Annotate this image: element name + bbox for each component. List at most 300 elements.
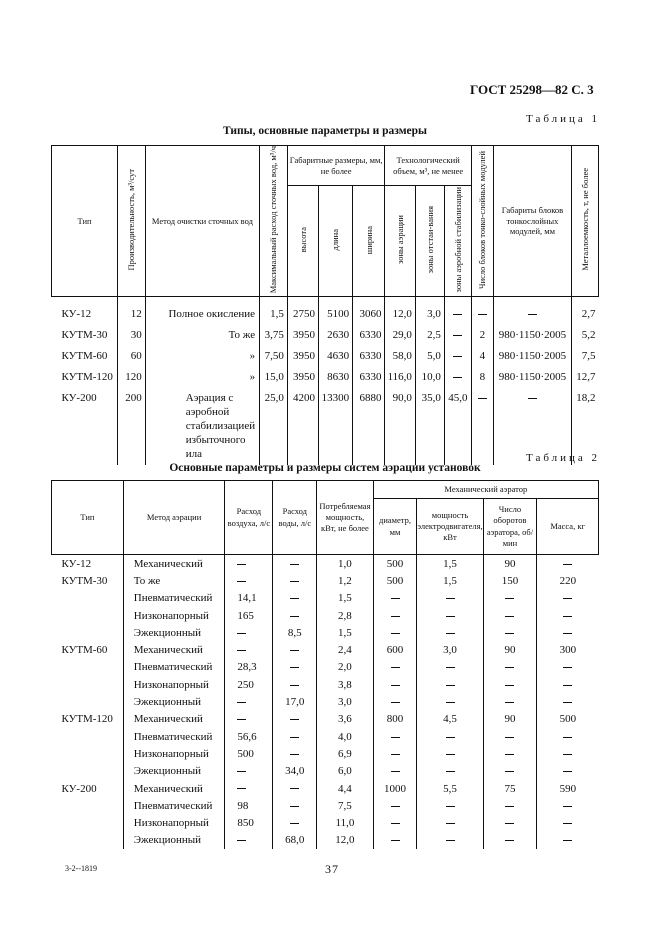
table1-row bbox=[52, 384, 599, 465]
t2-cell-rpm: 90 bbox=[483, 641, 537, 658]
t2-cell-motor bbox=[417, 763, 483, 780]
t2-cell-mass: 300 bbox=[537, 641, 599, 658]
t2-cell-mass bbox=[537, 745, 599, 762]
t1-cell-width: 6330 bbox=[353, 342, 385, 363]
t2-cell-air: 98 bbox=[225, 797, 273, 814]
t2-cell-method: Пневматический bbox=[123, 728, 225, 745]
dash-mark bbox=[237, 788, 246, 789]
t2-head-motor: мощность электродвигателя, кВт bbox=[417, 499, 483, 555]
t2-cell-method: Эжекционный bbox=[123, 832, 225, 849]
t2-head-water: Расход воды, л/с bbox=[273, 481, 317, 555]
t1-cell-block-dims bbox=[493, 296, 571, 321]
dash-mark bbox=[505, 598, 514, 599]
table2-row bbox=[52, 745, 599, 762]
t1-cell-length: 2630 bbox=[319, 321, 353, 342]
t1-cell-block-dims: 980·1150·2005 bbox=[493, 363, 571, 384]
t2-cell-mass bbox=[537, 763, 599, 780]
t2-cell-water bbox=[273, 607, 317, 624]
t2-cell-method: Механический bbox=[123, 711, 225, 728]
t1-head-blocks-count: Число блоков тонко-слойных модулей bbox=[477, 150, 488, 289]
dash-mark bbox=[391, 702, 400, 703]
t2-cell-type bbox=[52, 797, 124, 814]
dash-mark bbox=[563, 754, 572, 755]
t2-cell-type bbox=[52, 607, 124, 624]
t2-cell-method: Низконапорный bbox=[123, 607, 225, 624]
dash-mark bbox=[290, 667, 299, 668]
dash-mark bbox=[237, 633, 246, 634]
t2-cell-water bbox=[273, 728, 317, 745]
t2-cell-mass: 220 bbox=[537, 572, 599, 589]
t1-cell-blocks bbox=[471, 296, 493, 321]
t2-cell-power: 11,0 bbox=[317, 814, 373, 831]
t1-cell-stab: 45,0 bbox=[444, 384, 471, 465]
t1-cell-method: Полное окисление bbox=[145, 296, 259, 321]
t2-cell-air: 56,6 bbox=[225, 728, 273, 745]
t1-cell-max-flow: 15,0 bbox=[260, 363, 288, 384]
t1-cell-stab bbox=[444, 321, 471, 342]
t2-cell-type: КУ-12 bbox=[61, 557, 92, 570]
t2-cell-power: 7,5 bbox=[317, 797, 373, 814]
dash-mark bbox=[446, 685, 455, 686]
t2-cell-method: Механический bbox=[123, 780, 225, 797]
t2-cell-diameter: 500 bbox=[373, 555, 417, 573]
t1-cell-aeration: 12,0 bbox=[385, 296, 415, 321]
dash-mark bbox=[446, 616, 455, 617]
dash-mark bbox=[563, 598, 572, 599]
t1-cell-height: 4200 bbox=[287, 384, 318, 465]
t2-cell-water: 34,0 bbox=[273, 763, 317, 780]
t2-cell-rpm bbox=[483, 659, 537, 676]
t2-cell-power: 2,4 bbox=[317, 641, 373, 658]
page-number: 37 bbox=[325, 862, 339, 876]
dash-mark bbox=[391, 667, 400, 668]
dash-mark bbox=[505, 806, 514, 807]
t1-cell-aeration: 29,0 bbox=[385, 321, 415, 342]
t2-cell-air: 500 bbox=[225, 745, 273, 762]
t2-cell-water bbox=[273, 780, 317, 797]
dash-mark bbox=[478, 398, 487, 399]
t1-cell-blocks: 8 bbox=[471, 363, 493, 384]
t1-head-metal: Металлоемкость, т, не более bbox=[579, 168, 590, 271]
dash-mark bbox=[237, 719, 246, 720]
dash-mark bbox=[290, 564, 299, 565]
t2-cell-motor bbox=[417, 814, 483, 831]
t2-cell-diameter: 600 bbox=[373, 641, 417, 658]
table2-row bbox=[52, 676, 599, 693]
dash-mark bbox=[563, 667, 572, 668]
dash-mark bbox=[290, 581, 299, 582]
t2-cell-mass bbox=[537, 590, 599, 607]
t1-head-type: Тип bbox=[52, 146, 118, 297]
t2-cell-water bbox=[273, 641, 317, 658]
t2-cell-method: Эжекционный bbox=[123, 763, 225, 780]
table2-row bbox=[52, 590, 599, 607]
t2-cell-water bbox=[273, 814, 317, 831]
t2-cell-rpm bbox=[483, 624, 537, 641]
t1-cell-type: КУТМ-60 bbox=[61, 349, 108, 362]
t1-cell-height: 2750 bbox=[287, 296, 318, 321]
t1-head-productivity: Производительность, м³/сут bbox=[126, 168, 137, 271]
table2-row bbox=[52, 659, 599, 676]
dash-mark bbox=[237, 702, 246, 703]
t2-cell-diameter bbox=[373, 607, 417, 624]
dash-mark bbox=[290, 598, 299, 599]
t2-cell-diameter: 500 bbox=[373, 572, 417, 589]
table2-title: Основные параметры и размеры систем аэрации установок bbox=[169, 462, 481, 474]
table1-body bbox=[52, 296, 599, 465]
dash-mark bbox=[505, 840, 514, 841]
t1-cell-block-dims: 980·1150·2005 bbox=[493, 321, 571, 342]
t2-cell-rpm bbox=[483, 763, 537, 780]
dash-mark bbox=[391, 771, 400, 772]
t1-cell-width: 3060 bbox=[353, 296, 385, 321]
dash-mark bbox=[446, 633, 455, 634]
t2-cell-type bbox=[52, 832, 124, 849]
t2-cell-method: То же bbox=[123, 572, 225, 589]
dash-mark bbox=[505, 823, 514, 824]
dash-mark bbox=[446, 667, 455, 668]
t2-cell-type bbox=[52, 763, 124, 780]
t2-cell-rpm bbox=[483, 728, 537, 745]
table2-label: Таблица 2 bbox=[526, 452, 601, 464]
dash-mark bbox=[290, 685, 299, 686]
t2-cell-method: Эжекционный bbox=[123, 624, 225, 641]
t2-cell-air bbox=[225, 711, 273, 728]
t2-cell-air bbox=[225, 780, 273, 797]
t2-cell-rpm bbox=[483, 590, 537, 607]
table1-row bbox=[52, 321, 599, 342]
t2-cell-motor bbox=[417, 728, 483, 745]
t2-cell-air: 14,1 bbox=[225, 590, 273, 607]
t1-cell-block-dims: 980·1150·2005 bbox=[493, 342, 571, 363]
dash-mark bbox=[505, 771, 514, 772]
t1-cell-method: » bbox=[145, 363, 259, 384]
t2-head-air: Расход воздуха, л/с bbox=[225, 481, 273, 555]
table2-row bbox=[52, 624, 599, 641]
t1-cell-settling: 5,0 bbox=[415, 342, 444, 363]
t2-cell-type: КУТМ-30 bbox=[61, 574, 108, 587]
t2-cell-power: 3,6 bbox=[317, 711, 373, 728]
t2-cell-diameter bbox=[373, 676, 417, 693]
dash-mark bbox=[446, 806, 455, 807]
t2-cell-rpm: 150 bbox=[483, 572, 537, 589]
t2-cell-air bbox=[225, 832, 273, 849]
table1-title: Типы, основные параметры и размеры bbox=[222, 125, 428, 137]
t2-cell-mass bbox=[537, 676, 599, 693]
t2-cell-motor bbox=[417, 590, 483, 607]
dash-mark bbox=[391, 598, 400, 599]
t2-cell-rpm bbox=[483, 814, 537, 831]
t2-cell-type bbox=[52, 659, 124, 676]
t2-cell-mass bbox=[537, 814, 599, 831]
dash-mark bbox=[453, 314, 462, 315]
t1-head-width: ширина bbox=[363, 225, 374, 254]
t2-cell-diameter bbox=[373, 659, 417, 676]
t2-cell-method: Пневматический bbox=[123, 797, 225, 814]
dash-mark bbox=[446, 754, 455, 755]
t2-cell-motor: 1,5 bbox=[417, 572, 483, 589]
dash-mark bbox=[237, 564, 246, 565]
t1-head-settling-zone: зоны отстаи-вания bbox=[424, 206, 435, 274]
dash-mark bbox=[563, 840, 572, 841]
table2-row bbox=[52, 607, 599, 624]
dash-mark bbox=[453, 356, 462, 357]
t2-cell-water bbox=[273, 555, 317, 573]
t2-cell-water bbox=[273, 745, 317, 762]
t2-cell-motor bbox=[417, 797, 483, 814]
t2-cell-rpm: 90 bbox=[483, 555, 537, 573]
t2-cell-motor: 5,5 bbox=[417, 780, 483, 797]
t2-cell-mass: 500 bbox=[537, 711, 599, 728]
dash-mark bbox=[290, 616, 299, 617]
t2-cell-power: 2,8 bbox=[317, 607, 373, 624]
t1-cell-metal: 12,7 bbox=[571, 363, 598, 384]
dash-mark bbox=[237, 650, 246, 651]
t2-cell-diameter bbox=[373, 797, 417, 814]
t1-cell-blocks bbox=[471, 384, 493, 465]
dash-mark bbox=[391, 737, 400, 738]
t2-cell-method: Пневматический bbox=[123, 590, 225, 607]
t2-cell-type bbox=[52, 676, 124, 693]
t2-cell-mass bbox=[537, 832, 599, 849]
t1-cell-stab bbox=[444, 296, 471, 321]
t2-cell-type: КУ-200 bbox=[61, 782, 97, 795]
t1-cell-settling: 2,5 bbox=[415, 321, 444, 342]
t2-cell-diameter bbox=[373, 590, 417, 607]
t2-cell-air bbox=[225, 572, 273, 589]
t2-head-power: Потребляемая мощность, кВт, не более bbox=[317, 481, 373, 555]
t1-head-blocks-dims: Габариты блоков тонкослойных модулей, мм bbox=[493, 146, 571, 297]
dash-mark bbox=[505, 685, 514, 686]
t2-cell-power: 1,0 bbox=[317, 555, 373, 573]
table1 bbox=[51, 145, 599, 465]
dash-mark bbox=[391, 840, 400, 841]
t1-cell-productivity: 200 bbox=[118, 384, 146, 465]
t2-cell-motor bbox=[417, 693, 483, 710]
t1-cell-method: Аэрация с аэробной стабилизацией избыточного ила bbox=[145, 384, 259, 465]
t2-cell-air: 28,3 bbox=[225, 659, 273, 676]
t1-cell-metal: 18,2 bbox=[571, 384, 598, 465]
t2-cell-motor: 3,0 bbox=[417, 641, 483, 658]
t2-cell-power: 1,2 bbox=[317, 572, 373, 589]
t1-cell-type: КУТМ-120 bbox=[61, 370, 113, 383]
dash-mark bbox=[446, 823, 455, 824]
t2-cell-power: 6,0 bbox=[317, 763, 373, 780]
t2-cell-water bbox=[273, 676, 317, 693]
t1-cell-method: » bbox=[145, 342, 259, 363]
dash-mark bbox=[391, 823, 400, 824]
t2-cell-power: 3,8 bbox=[317, 676, 373, 693]
t1-cell-stab bbox=[444, 342, 471, 363]
t1-cell-method: То же bbox=[145, 321, 259, 342]
t1-cell-max-flow: 1,5 bbox=[260, 296, 288, 321]
t1-cell-width: 6330 bbox=[353, 321, 385, 342]
t2-cell-type bbox=[52, 693, 124, 710]
t2-cell-mass bbox=[537, 659, 599, 676]
t2-cell-rpm: 90 bbox=[483, 711, 537, 728]
table2-row bbox=[52, 728, 599, 745]
t2-cell-rpm bbox=[483, 797, 537, 814]
t1-cell-length: 5100 bbox=[319, 296, 353, 321]
t2-cell-motor bbox=[417, 676, 483, 693]
t2-cell-water bbox=[273, 659, 317, 676]
t1-cell-blocks: 2 bbox=[471, 321, 493, 342]
dash-mark bbox=[391, 616, 400, 617]
t2-cell-air bbox=[225, 555, 273, 573]
t2-cell-water bbox=[273, 572, 317, 589]
t2-head-mass: Масса, кг bbox=[537, 499, 599, 555]
table2-row bbox=[52, 641, 599, 658]
table2-row bbox=[52, 763, 599, 780]
table1-row bbox=[52, 342, 599, 363]
t2-cell-mass: 590 bbox=[537, 780, 599, 797]
dash-mark bbox=[453, 335, 462, 336]
t1-head-stab-zone: зоны аэробной стабилизации bbox=[452, 187, 463, 293]
t1-cell-type: КУТМ-30 bbox=[61, 328, 108, 341]
t1-cell-max-flow: 3,75 bbox=[260, 321, 288, 342]
dash-mark bbox=[505, 633, 514, 634]
t2-cell-mass bbox=[537, 728, 599, 745]
t1-cell-aeration: 58,0 bbox=[385, 342, 415, 363]
t1-cell-length: 4630 bbox=[319, 342, 353, 363]
dash-mark bbox=[290, 650, 299, 651]
t2-cell-motor bbox=[417, 832, 483, 849]
table1-row bbox=[52, 296, 599, 321]
t2-cell-motor: 4,5 bbox=[417, 711, 483, 728]
t2-head-method: Метод аэрации bbox=[123, 481, 225, 555]
t2-head-type: Тип bbox=[52, 481, 124, 555]
dash-mark bbox=[563, 685, 572, 686]
dash-mark bbox=[290, 806, 299, 807]
t2-cell-water: 8,5 bbox=[273, 624, 317, 641]
t2-cell-diameter: 800 bbox=[373, 711, 417, 728]
dash-mark bbox=[446, 598, 455, 599]
dash-mark bbox=[453, 377, 462, 378]
dash-mark bbox=[563, 771, 572, 772]
t1-cell-type: КУ-12 bbox=[61, 307, 92, 320]
t2-cell-rpm bbox=[483, 676, 537, 693]
t1-cell-length: 8630 bbox=[319, 363, 353, 384]
t2-cell-type bbox=[52, 745, 124, 762]
dash-mark bbox=[446, 702, 455, 703]
t1-cell-productivity: 30 bbox=[118, 321, 146, 342]
t2-cell-rpm: 75 bbox=[483, 780, 537, 797]
dash-mark bbox=[478, 314, 487, 315]
t2-cell-diameter bbox=[373, 728, 417, 745]
t1-cell-metal: 2,7 bbox=[571, 296, 598, 321]
t1-cell-metal: 5,2 bbox=[571, 321, 598, 342]
t2-cell-type: КУТМ-60 bbox=[61, 644, 108, 657]
t2-cell-method: Низконапорный bbox=[123, 814, 225, 831]
dash-mark bbox=[563, 702, 572, 703]
t2-cell-motor bbox=[417, 607, 483, 624]
dash-mark bbox=[505, 702, 514, 703]
t2-cell-power: 2,0 bbox=[317, 659, 373, 676]
t1-cell-type: КУ-200 bbox=[61, 391, 97, 404]
dash-mark bbox=[528, 398, 537, 399]
t2-cell-water: 68,0 bbox=[273, 832, 317, 849]
dash-mark bbox=[237, 840, 246, 841]
t2-cell-air bbox=[225, 693, 273, 710]
t2-cell-air: 165 bbox=[225, 607, 273, 624]
t2-cell-air bbox=[225, 624, 273, 641]
t1-cell-settling: 3,0 bbox=[415, 296, 444, 321]
table2-row bbox=[52, 797, 599, 814]
table1-row bbox=[52, 363, 599, 384]
dash-mark bbox=[391, 633, 400, 634]
t1-cell-productivity: 120 bbox=[118, 363, 146, 384]
t2-cell-diameter bbox=[373, 693, 417, 710]
t2-cell-water bbox=[273, 797, 317, 814]
dash-mark bbox=[237, 581, 246, 582]
t2-cell-water bbox=[273, 590, 317, 607]
t2-cell-motor: 1,5 bbox=[417, 555, 483, 573]
t1-cell-height: 3950 bbox=[287, 342, 318, 363]
table2-row bbox=[52, 572, 599, 589]
t1-cell-width: 6880 bbox=[353, 384, 385, 465]
t1-cell-height: 3950 bbox=[287, 363, 318, 384]
t2-cell-method: Низконапорный bbox=[123, 676, 225, 693]
t2-cell-rpm bbox=[483, 693, 537, 710]
dash-mark bbox=[563, 616, 572, 617]
t1-head-aeration-zone: зоны аэрации bbox=[395, 215, 406, 265]
dash-mark bbox=[563, 564, 572, 565]
print-code: 3-2--1819 bbox=[65, 864, 97, 873]
t2-cell-mass bbox=[537, 797, 599, 814]
dash-mark bbox=[505, 737, 514, 738]
table2-body bbox=[52, 555, 599, 850]
dash-mark bbox=[446, 771, 455, 772]
t2-cell-power: 6,9 bbox=[317, 745, 373, 762]
t1-head-max-flow: Максимальный расход сточных вод, м³/ч bbox=[268, 146, 279, 294]
t2-cell-air bbox=[225, 763, 273, 780]
t1-cell-height: 3950 bbox=[287, 321, 318, 342]
t1-cell-aeration: 90,0 bbox=[385, 384, 415, 465]
t2-cell-power: 12,0 bbox=[317, 832, 373, 849]
t2-cell-power: 1,5 bbox=[317, 590, 373, 607]
t2-head-aerator: Механический аэратор bbox=[373, 481, 598, 499]
dash-mark bbox=[391, 754, 400, 755]
table2-row bbox=[52, 693, 599, 710]
t2-head-diameter: диаметр, мм bbox=[373, 499, 417, 555]
dash-mark bbox=[563, 737, 572, 738]
t2-cell-type bbox=[52, 728, 124, 745]
t1-cell-max-flow: 25,0 bbox=[260, 384, 288, 465]
dash-mark bbox=[391, 685, 400, 686]
t1-cell-width: 6330 bbox=[353, 363, 385, 384]
t1-cell-max-flow: 7,50 bbox=[260, 342, 288, 363]
table2-row bbox=[52, 780, 599, 797]
table2-row bbox=[52, 814, 599, 831]
table1-label: Таблица 1 bbox=[526, 113, 601, 125]
dash-mark bbox=[391, 806, 400, 807]
t2-cell-method: Механический bbox=[123, 641, 225, 658]
t1-cell-settling: 35,0 bbox=[415, 384, 444, 465]
t1-cell-settling: 10,0 bbox=[415, 363, 444, 384]
t1-head-method: Метод очистки сточных вод bbox=[145, 146, 259, 297]
dash-mark bbox=[505, 667, 514, 668]
table2-row bbox=[52, 555, 599, 573]
t2-cell-diameter bbox=[373, 814, 417, 831]
t2-cell-water: 17,0 bbox=[273, 693, 317, 710]
t2-cell-air: 250 bbox=[225, 676, 273, 693]
dash-mark bbox=[563, 806, 572, 807]
t1-cell-productivity: 60 bbox=[118, 342, 146, 363]
t2-cell-type bbox=[52, 590, 124, 607]
t1-head-height: высота bbox=[297, 227, 308, 253]
table2-row bbox=[52, 711, 599, 728]
t1-cell-stab bbox=[444, 363, 471, 384]
